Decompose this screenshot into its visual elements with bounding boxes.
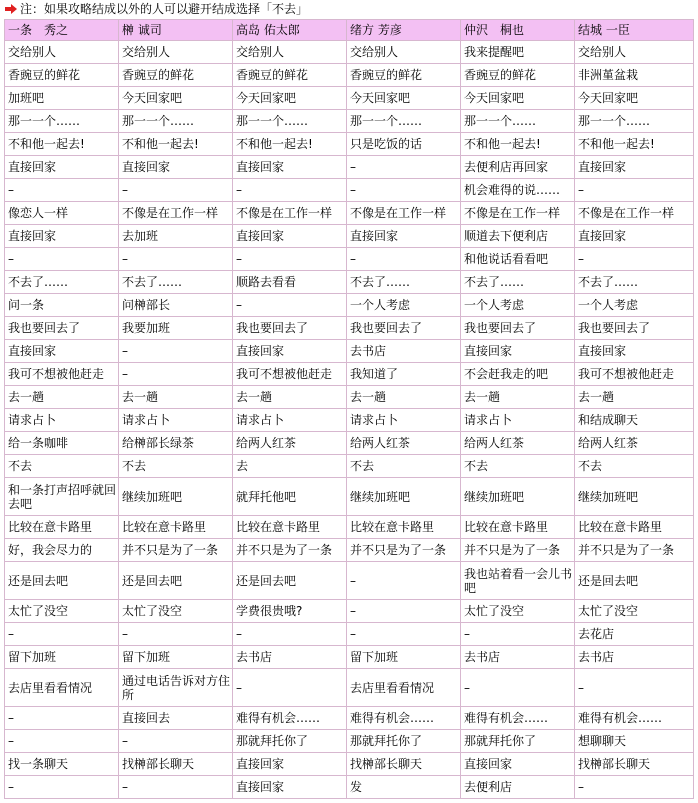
choice-cell: 留下加班 [5,646,119,669]
choice-cell: 比较在意卡路里 [5,516,119,539]
choice-cell: 直接回去 [119,707,233,730]
choice-cell: 不像是在工作一样 [233,202,347,225]
table-row [5,455,694,478]
choice-cell: 找榊部长聊天 [575,753,694,776]
choice-cell: – [119,248,233,271]
choice-cell: 去书店 [575,646,694,669]
choice-cell: 比较在意卡路里 [347,516,461,539]
choice-cell: 顺道去下便利店 [461,225,575,248]
choice-cell: 去一趟 [461,386,575,409]
choice-cell: – [119,776,233,799]
table-row [5,539,694,562]
choice-cell: 直接回家 [233,340,347,363]
choice-cell: 并不只是为了一条 [461,539,575,562]
table-row [5,409,694,432]
choice-cell: 交给别人 [233,41,347,64]
choice-cell: 并不只是为了一条 [347,539,461,562]
choice-cell: 继续加班吧 [575,478,694,516]
choice-cell: 不去 [5,455,119,478]
choice-cell: 和他说话看看吧 [461,248,575,271]
choice-cell: 一个人考虑 [575,294,694,317]
choice-cell: 直接回家 [233,156,347,179]
choice-cell: 我也要回去了 [575,317,694,340]
choice-cell: 那一一个…… [119,110,233,133]
table-row [5,730,694,753]
choice-cell: – [5,179,119,202]
choice-cell: 学费很贵哦? [233,600,347,623]
choice-cell: 那就拜托你了 [233,730,347,753]
choice-cell: 请求占卜 [347,409,461,432]
choice-cell: 给两人红茶 [347,432,461,455]
table-row [5,753,694,776]
choice-cell: 非洲堇盆栽 [575,64,694,87]
choice-cell: 难得有机会…… [347,707,461,730]
choice-cell: 不和他一起去! [233,133,347,156]
choice-cell: – [5,248,119,271]
choice-cell: 并不只是为了一条 [233,539,347,562]
table-row [5,294,694,317]
table-row [5,562,694,600]
table-row [5,363,694,386]
choice-cell: 直接回家 [233,776,347,799]
choice-cell: 今天回家吧 [461,87,575,110]
choice-cell: 那就拜托你了 [347,730,461,753]
choice-cell: 想聊聊天 [575,730,694,753]
guide-note [0,0,698,19]
header-takashima: 高岛 佑太郎 [233,20,347,41]
choice-cell: 去一趟 [347,386,461,409]
choice-cell: 交给别人 [5,41,119,64]
choice-cell: 去一趟 [575,386,694,409]
choice-cell: 并不只是为了一条 [119,539,233,562]
choice-cell: 今天回家吧 [575,87,694,110]
choice-cell: 去店里看看情况 [347,669,461,707]
choice-cell: 并不只是为了一条 [575,539,694,562]
choice-cell: 香豌豆的鲜花 [5,64,119,87]
choice-cell: 好，我会尽力的 [5,539,119,562]
choice-cell: 不去了…… [461,271,575,294]
table-row [5,225,694,248]
choice-cell: 太忙了没空 [5,600,119,623]
table-row [5,64,694,87]
table-row [5,179,694,202]
choice-cell: 直接回家 [347,225,461,248]
header-row [5,20,694,41]
choice-cell: 太忙了没空 [461,600,575,623]
table-row [5,340,694,363]
table-row [5,87,694,110]
choice-cell: 比较在意卡路里 [119,516,233,539]
choice-cell: 比较在意卡路里 [575,516,694,539]
choice-cell: 我也要回去了 [347,317,461,340]
choice-cell: 我可不想被他赶走 [575,363,694,386]
choice-cell: 留下加班 [347,646,461,669]
choice-cell: – [119,340,233,363]
choice-cell: 我也要回去了 [233,317,347,340]
choice-cell: 一个人考虑 [461,294,575,317]
choice-cell: 去一趟 [119,386,233,409]
table-row [5,271,694,294]
choice-cell: – [5,776,119,799]
choice-cell: 像恋人一样 [5,202,119,225]
header-nakazawa: 仲沢 桐也 [461,20,575,41]
choice-table [4,19,694,799]
choice-cell: 直接回家 [575,156,694,179]
choice-cell: 不像是在工作一样 [461,202,575,225]
choice-cell: 太忙了没空 [119,600,233,623]
choice-cell: 我可不想被他赶走 [233,363,347,386]
choice-cell: 和一条打声招呼就回去吧 [5,478,119,516]
choice-cell: 找一条聊天 [5,753,119,776]
choice-cell: – [347,248,461,271]
choice-cell: 直接回家 [233,225,347,248]
choice-cell: 去一趟 [233,386,347,409]
choice-cell: 难得有机会…… [575,707,694,730]
choice-cell: 给一条咖啡 [5,432,119,455]
table-row [5,478,694,516]
choice-cell: 那一一个…… [347,110,461,133]
choice-cell: 那一一个…… [575,110,694,133]
choice-cell: 不去了…… [347,271,461,294]
choice-cell: – [461,623,575,646]
choice-cell: 香豌豆的鲜花 [461,64,575,87]
choice-cell: 我也站着看一会儿书吧 [461,562,575,600]
choice-cell: 去书店 [233,646,347,669]
choice-cell: 直接回家 [5,156,119,179]
choice-cell: 比较在意卡路里 [461,516,575,539]
header-ichijo: 一条 秀之 [5,20,119,41]
choice-cell: 直接回家 [119,156,233,179]
choice-cell: 去书店 [461,646,575,669]
choice-cell: – [575,179,694,202]
choice-cell: 比较在意卡路里 [233,516,347,539]
choice-cell: 今天回家吧 [119,87,233,110]
choice-cell: 就拜托他吧 [233,478,347,516]
choice-cell: 去花店 [575,623,694,646]
choice-cell: – [119,363,233,386]
choice-cell: 继续加班吧 [347,478,461,516]
choice-cell: 去 [233,455,347,478]
choice-cell: 问一条 [5,294,119,317]
choice-cell: 我来提醒吧 [461,41,575,64]
choice-cell: 只是吃饭的话 [347,133,461,156]
choice-cell: – [347,623,461,646]
choice-cell: – [5,707,119,730]
choice-cell: 去一趟 [5,386,119,409]
choice-cell: 和结成聊天 [575,409,694,432]
choice-cell: 给榊部长绿茶 [119,432,233,455]
choice-cell: – [233,248,347,271]
choice-cell: 不去了…… [119,271,233,294]
choice-cell: 不会赶我走的吧 [461,363,575,386]
choice-cell: 通过电话告诉对方住所 [119,669,233,707]
choice-cell: 直接回家 [5,340,119,363]
choice-cell: 难得有机会…… [461,707,575,730]
header-ogata: 绪方 芳彦 [347,20,461,41]
choice-cell: – [119,623,233,646]
choice-cell: 直接回家 [5,225,119,248]
choice-cell: 去店里看看情况 [5,669,119,707]
choice-cell: 一个人考虑 [347,294,461,317]
choice-cell: – [233,294,347,317]
choice-cell: 还是回去吧 [119,562,233,600]
choice-cell: 直接回家 [575,225,694,248]
choice-cell: 去加班 [119,225,233,248]
table-row [5,669,694,707]
choice-cell: 请求占卜 [119,409,233,432]
choice-cell: – [575,776,694,799]
choice-cell: 直接回家 [233,753,347,776]
choice-cell: 那一一个…… [233,110,347,133]
choice-cell: 不像是在工作一样 [119,202,233,225]
choice-cell: 找榊部长聊天 [119,753,233,776]
table-row [5,516,694,539]
choice-cell: 不和他一起去! [575,133,694,156]
choice-cell: – [119,179,233,202]
choice-cell: 机会难得的说…… [461,179,575,202]
table-row [5,110,694,133]
choice-cell: 那就拜托你了 [461,730,575,753]
choice-cell: 还是回去吧 [233,562,347,600]
choice-cell: 香豌豆的鲜花 [347,64,461,87]
choice-cell: – [461,669,575,707]
choice-cell: 香豌豆的鲜花 [119,64,233,87]
header-yuki: 结城 一臣 [575,20,694,41]
choice-cell: 那一一个…… [461,110,575,133]
choice-cell: 不去 [575,455,694,478]
table-row [5,156,694,179]
choice-cell: 今天回家吧 [347,87,461,110]
choice-cell: 不像是在工作一样 [347,202,461,225]
choice-cell: 我也要回去了 [5,317,119,340]
choice-cell: 还是回去吧 [5,562,119,600]
choice-cell: 继续加班吧 [461,478,575,516]
table-row [5,623,694,646]
choice-cell: 发 [347,776,461,799]
choice-cell: – [5,623,119,646]
choice-cell: 还是回去吧 [575,562,694,600]
choice-cell: 继续加班吧 [119,478,233,516]
table-row [5,248,694,271]
table-row [5,41,694,64]
choice-cell: 顺路去看看 [233,271,347,294]
choice-cell: 不去 [347,455,461,478]
choice-cell: 请求占卜 [461,409,575,432]
choice-cell: 我也要回去了 [461,317,575,340]
table-row [5,776,694,799]
choice-cell: – [575,248,694,271]
choice-cell: – [575,669,694,707]
table-row [5,202,694,225]
choice-cell: – [347,600,461,623]
choice-cell: 请求占卜 [233,409,347,432]
table-row [5,600,694,623]
choice-cell: 给两人红茶 [461,432,575,455]
choice-cell: 我可不想被他赶走 [5,363,119,386]
choice-cell: 那一一个…… [5,110,119,133]
choice-cell: 不去了…… [5,271,119,294]
choice-cell: 交给别人 [575,41,694,64]
choice-cell: 不去 [119,455,233,478]
choice-cell: 难得有机会…… [233,707,347,730]
table-row [5,432,694,455]
choice-cell: 交给别人 [347,41,461,64]
note-text: 注：如果攻略结成以外的人可以避开结成选择「不去」 [20,2,309,16]
choice-cell: 我要加班 [119,317,233,340]
choice-cell: 交给别人 [119,41,233,64]
choice-cell: 不和他一起去! [119,133,233,156]
choice-cell: – [347,156,461,179]
choice-cell: 太忙了没空 [575,600,694,623]
choice-cell: – [233,179,347,202]
choice-cell: – [347,179,461,202]
choice-cell: 不像是在工作一样 [575,202,694,225]
table-row [5,386,694,409]
choice-cell: 不去了…… [575,271,694,294]
choice-cell: 找榊部长聊天 [347,753,461,776]
choice-cell: 给两人红茶 [575,432,694,455]
table-row [5,707,694,730]
choice-cell: 请求占卜 [5,409,119,432]
table-row [5,133,694,156]
choice-cell: 直接回家 [461,340,575,363]
arrow-right-icon [4,3,18,15]
choice-cell: 问榊部长 [119,294,233,317]
choice-cell: 去便利店再回家 [461,156,575,179]
choice-cell: 去便利店 [461,776,575,799]
choice-cell: – [347,562,461,600]
header-sakaki: 榊 诚司 [119,20,233,41]
choice-cell: 香豌豆的鲜花 [233,64,347,87]
choice-cell: – [5,730,119,753]
choice-cell: 今天回家吧 [233,87,347,110]
choice-cell: 去书店 [347,340,461,363]
choice-cell: 直接回家 [461,753,575,776]
choice-cell: – [233,669,347,707]
choice-cell: 不去 [461,455,575,478]
choice-cell: – [119,730,233,753]
choice-cell: 不和他一起去! [5,133,119,156]
choice-cell: 不和他一起去! [461,133,575,156]
choice-cell: 留下加班 [119,646,233,669]
table-row [5,646,694,669]
choice-cell: 直接回家 [575,340,694,363]
choice-cell: 我知道了 [347,363,461,386]
table-row [5,317,694,340]
choice-cell: 加班吧 [5,87,119,110]
choice-cell: – [233,623,347,646]
choice-cell: 给两人红茶 [233,432,347,455]
